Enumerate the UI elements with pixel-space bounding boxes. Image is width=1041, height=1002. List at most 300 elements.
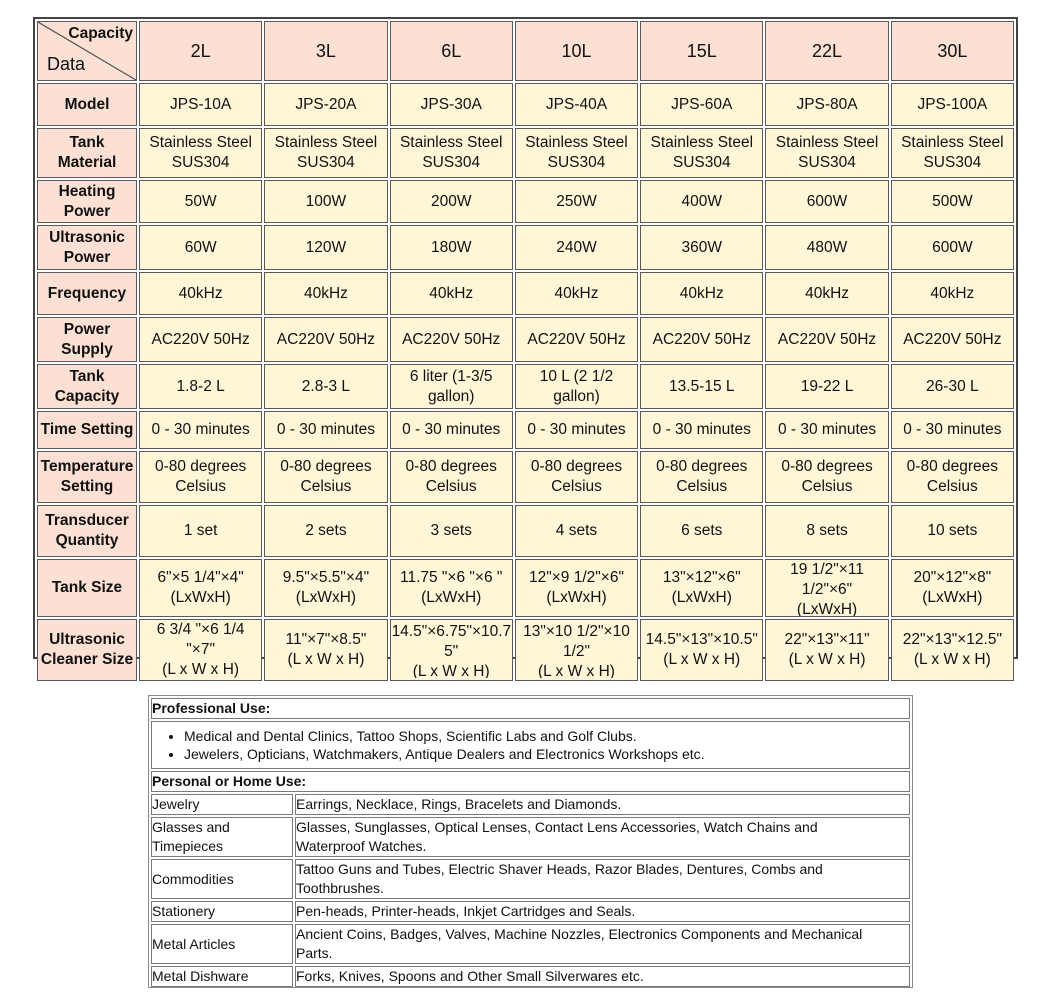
spec-value-line: 1 set bbox=[183, 522, 218, 539]
spec-value-line: AC220V 50Hz bbox=[652, 330, 751, 348]
spec-value bbox=[893, 133, 1012, 173]
spec-value-cell bbox=[139, 128, 262, 178]
spec-row bbox=[37, 451, 1014, 503]
spec-value bbox=[767, 238, 886, 258]
spec-value-line: 13.5-15 L bbox=[669, 377, 735, 395]
spec-value-line: (LxWxH) bbox=[796, 601, 858, 616]
spec-value bbox=[767, 133, 886, 173]
spec-value-cell bbox=[515, 619, 638, 681]
usage-row bbox=[151, 859, 910, 899]
spec-value-line: 40kHz bbox=[429, 284, 474, 302]
spec-value bbox=[893, 192, 1012, 212]
spec-value-cell bbox=[139, 559, 262, 617]
row-label-line: Power bbox=[63, 320, 111, 338]
row-label-line: Ultrasonic bbox=[49, 631, 125, 648]
spec-value-cell bbox=[139, 411, 262, 449]
spec-value-line: Celsius bbox=[676, 478, 728, 495]
spec-value-cell bbox=[765, 451, 888, 503]
spec-value-cell bbox=[640, 180, 763, 223]
spec-value-line: 2.8-3 L bbox=[301, 377, 351, 395]
professional-list-item: • Jewelers, Opticians, Watchmakers, Antique Dealers and Electronics Workshops etc. bbox=[184, 745, 909, 763]
spec-value-line: AC220V 50Hz bbox=[276, 330, 376, 348]
spec-value-line: Stainless Steel bbox=[149, 134, 252, 151]
spec-value-line: (L x W x H) bbox=[788, 651, 866, 668]
usage-items bbox=[295, 901, 910, 922]
spec-value bbox=[642, 192, 761, 212]
usage-items bbox=[295, 817, 910, 857]
spec-value-cell bbox=[515, 83, 638, 126]
spec-value-cell bbox=[515, 411, 638, 449]
row-label-line: Ultrasonic bbox=[49, 228, 125, 246]
spec-value-line: 10 sets bbox=[927, 522, 978, 539]
spec-value-line: 40kHz bbox=[805, 284, 850, 302]
capacity-header: 22L bbox=[765, 21, 888, 81]
spec-value-cell bbox=[640, 364, 763, 409]
spec-value bbox=[392, 95, 511, 115]
spec-value-line: 360W bbox=[681, 238, 723, 256]
spec-value-line: Stainless Steel bbox=[901, 134, 1004, 151]
spec-value-line: AC220V 50Hz bbox=[777, 330, 877, 348]
spec-value bbox=[141, 133, 260, 173]
spec-value bbox=[141, 95, 260, 115]
usage-table bbox=[148, 695, 913, 988]
spec-value bbox=[767, 192, 886, 212]
usage-category bbox=[151, 817, 293, 857]
spec-value-line: SUS304 bbox=[923, 154, 982, 171]
spec-value bbox=[141, 238, 260, 258]
spec-value bbox=[767, 420, 886, 440]
usage-category bbox=[151, 794, 293, 815]
spec-row bbox=[37, 225, 1014, 270]
spec-row bbox=[37, 83, 1014, 126]
spec-value-line: AC220V 50Hz bbox=[151, 330, 250, 348]
spec-value-cell bbox=[765, 505, 888, 557]
spec-value-cell bbox=[891, 505, 1014, 557]
corner-data-label: Data bbox=[47, 54, 86, 74]
spec-value-line: 19-22 L bbox=[800, 377, 854, 395]
personal-heading: Personal or Home Use: bbox=[151, 771, 910, 792]
spec-value bbox=[266, 192, 385, 212]
spec-value bbox=[767, 284, 886, 304]
spec-value-line: 12"×9 1/2"×6" bbox=[529, 569, 624, 586]
usage-category bbox=[151, 966, 293, 987]
spec-value-cell bbox=[765, 180, 888, 223]
spec-value-line: SUS304 bbox=[547, 154, 606, 171]
usage-row bbox=[151, 794, 910, 815]
spec-value-cell bbox=[139, 180, 262, 223]
spec-value-cell bbox=[515, 180, 638, 223]
spec-value-line: 1/2"×6" bbox=[801, 581, 853, 598]
spec-row bbox=[37, 317, 1014, 362]
spec-value-line: AC220V 50Hz bbox=[402, 330, 501, 348]
spec-value bbox=[517, 568, 636, 608]
spec-value-cell bbox=[765, 619, 888, 681]
spec-value-cell bbox=[515, 505, 638, 557]
spec-value-cell bbox=[390, 225, 513, 270]
spec-value-line: 40kHz bbox=[178, 284, 223, 302]
spec-value-cell bbox=[390, 451, 513, 503]
spec-value bbox=[893, 457, 1012, 497]
spec-value-cell bbox=[891, 411, 1014, 449]
spec-value bbox=[266, 284, 385, 304]
spec-value-line: (LxWxH) bbox=[170, 589, 231, 606]
spec-value bbox=[392, 284, 511, 304]
spec-value-cell bbox=[139, 225, 262, 270]
spec-row bbox=[37, 128, 1014, 178]
spec-value bbox=[893, 95, 1012, 115]
spec-value-line: 50W bbox=[184, 192, 217, 210]
spec-value-cell bbox=[264, 505, 387, 557]
spec-value-cell bbox=[264, 619, 387, 681]
spec-value-cell bbox=[515, 364, 638, 409]
spec-value-line: 6 3/4 "×6 1/4 "×7" bbox=[156, 621, 245, 658]
spec-value-line: 11"×7"×8.5" bbox=[285, 631, 367, 648]
spec-value-line: 0 - 30 minutes bbox=[402, 421, 501, 438]
spec-value-line: (L x W x H) bbox=[538, 663, 615, 678]
spec-value-cell bbox=[139, 364, 262, 409]
spec-value-cell bbox=[765, 272, 888, 315]
spec-value bbox=[392, 568, 511, 608]
row-label-line: Temperature bbox=[40, 458, 134, 475]
usage-category-line: Jewelry bbox=[152, 796, 200, 812]
spec-value bbox=[392, 521, 511, 541]
usage-category bbox=[151, 924, 293, 964]
spec-value-line: 22"×13"×11" bbox=[784, 631, 870, 648]
spec-value bbox=[517, 95, 636, 115]
spec-value-line: Celsius bbox=[175, 478, 227, 495]
professional-list-cell bbox=[151, 721, 910, 769]
spec-value-line: 400W bbox=[681, 192, 723, 210]
spec-value-cell bbox=[640, 559, 763, 617]
spec-value-line: 100W bbox=[305, 192, 347, 210]
spec-value-line: 14.5"×13"×10.5" bbox=[645, 631, 758, 648]
row-label-line: Heating bbox=[58, 182, 116, 200]
spec-value bbox=[141, 192, 260, 212]
spec-value-cell bbox=[515, 317, 638, 362]
spec-value bbox=[266, 420, 385, 440]
spec-value bbox=[392, 457, 511, 497]
spec-value bbox=[517, 457, 636, 497]
spec-value-line: (LxWxH) bbox=[421, 589, 482, 606]
spec-value bbox=[642, 133, 761, 173]
spec-value-cell bbox=[640, 272, 763, 315]
spec-value-line: 40kHz bbox=[679, 284, 724, 302]
spec-value-line: 0-80 degrees bbox=[154, 458, 247, 475]
spec-value-cell bbox=[640, 619, 763, 681]
spec-value-cell bbox=[891, 619, 1014, 681]
spec-value-cell bbox=[765, 225, 888, 270]
spec-value-line: AC220V 50Hz bbox=[903, 330, 1002, 348]
spec-value-cell bbox=[765, 83, 888, 126]
spec-value-cell bbox=[264, 83, 387, 126]
spec-row-label bbox=[37, 128, 137, 178]
usage-items-line: Waterproof Watches. bbox=[296, 838, 427, 854]
usage-row bbox=[151, 966, 910, 987]
capacity-header-row bbox=[37, 21, 1014, 81]
spec-value-cell bbox=[139, 451, 262, 503]
spec-value-line: 250W bbox=[556, 192, 597, 210]
spec-value-cell bbox=[891, 559, 1014, 617]
spec-value-cell bbox=[515, 559, 638, 617]
spec-value-cell bbox=[640, 505, 763, 557]
spec-row-label bbox=[37, 180, 137, 223]
spec-value-cell bbox=[891, 317, 1014, 362]
spec-value-line: JPS-40A bbox=[545, 95, 608, 113]
spec-value bbox=[392, 133, 511, 173]
spec-value-line: 5" bbox=[444, 643, 459, 660]
spec-value-line: (LxWxH) bbox=[671, 589, 732, 606]
spec-value-line: (L x W x H) bbox=[412, 663, 490, 678]
spec-value bbox=[517, 330, 636, 350]
spec-value-line: (LxWxH) bbox=[295, 589, 357, 606]
usage-category bbox=[151, 859, 293, 899]
spec-value-line: (LxWxH) bbox=[922, 589, 983, 606]
spec-value bbox=[642, 377, 761, 397]
spec-value-line: Stainless Steel bbox=[650, 134, 754, 151]
spec-row bbox=[37, 411, 1014, 449]
spec-value bbox=[517, 622, 636, 678]
usage-items bbox=[295, 966, 910, 987]
professional-list bbox=[152, 727, 909, 763]
spec-value-line: 3 sets bbox=[430, 522, 472, 539]
row-label-line: Supply bbox=[61, 340, 113, 358]
spec-row-label bbox=[37, 317, 137, 362]
capacity-header: 2L bbox=[139, 21, 262, 81]
spec-value bbox=[893, 420, 1012, 440]
spec-value-line: (LxWxH) bbox=[546, 589, 607, 606]
row-label-line: Model bbox=[64, 95, 110, 113]
spec-value-line: SUS304 bbox=[798, 154, 856, 171]
spec-value-line: Celsius bbox=[551, 478, 602, 495]
spec-value bbox=[266, 568, 385, 608]
usage-row bbox=[151, 901, 910, 922]
spec-value bbox=[392, 622, 511, 678]
spec-value-cell bbox=[390, 272, 513, 315]
spec-value-line: SUS304 bbox=[297, 154, 355, 171]
spec-value-cell bbox=[640, 225, 763, 270]
spec-value-line: JPS-10A bbox=[170, 95, 232, 113]
spec-value-line: 0 - 30 minutes bbox=[652, 421, 751, 438]
spec-value-line: 40kHz bbox=[930, 284, 975, 302]
row-label-line: Capacity bbox=[54, 387, 120, 405]
spec-value-cell bbox=[515, 451, 638, 503]
spec-grid bbox=[35, 19, 1016, 683]
spec-value-cell bbox=[390, 83, 513, 126]
spec-value-line: JPS-60A bbox=[671, 95, 733, 113]
spec-value-line: 200W bbox=[430, 192, 472, 210]
usage-items-line: Parts. bbox=[296, 945, 333, 961]
row-label-line: Cleaner Size bbox=[40, 651, 134, 668]
usage-items-line: Toothbrushes. bbox=[296, 880, 384, 896]
spec-value bbox=[893, 377, 1012, 397]
spec-value-cell bbox=[891, 225, 1014, 270]
spec-value-cell bbox=[264, 180, 387, 223]
usage-category-line: Metal Articles bbox=[152, 935, 236, 952]
spec-value bbox=[392, 420, 511, 440]
spec-value-cell bbox=[390, 559, 513, 617]
spec-value-line: 600W bbox=[806, 192, 848, 210]
spec-value bbox=[642, 521, 761, 541]
spec-value-line: AC220V 50Hz bbox=[527, 330, 626, 348]
spec-value-cell bbox=[264, 559, 387, 617]
spec-value bbox=[517, 133, 636, 173]
corner-capacity-label: Capacity bbox=[68, 25, 133, 42]
usage-items bbox=[295, 924, 910, 964]
spec-row bbox=[37, 272, 1014, 315]
spec-value-line: 0 - 30 minutes bbox=[527, 421, 626, 438]
spec-value-line: 8 sets bbox=[806, 522, 848, 539]
spec-value-line: Stainless Steel bbox=[775, 134, 879, 151]
spec-value-line: 40kHz bbox=[554, 284, 599, 302]
spec-value bbox=[141, 457, 260, 497]
spec-value-cell bbox=[264, 451, 387, 503]
row-label-line: Power bbox=[63, 248, 111, 266]
spec-value-line: 0 - 30 minutes bbox=[276, 421, 376, 438]
spec-value bbox=[767, 457, 886, 497]
spec-value bbox=[893, 630, 1012, 670]
spec-value-cell bbox=[891, 451, 1014, 503]
usage-category-line: Commodities bbox=[152, 870, 234, 887]
spec-value-cell bbox=[765, 411, 888, 449]
spec-value-cell bbox=[640, 451, 763, 503]
usage-items-line: Pen-heads, Printer-heads, Inkjet Cartridges and Seals. bbox=[296, 903, 636, 919]
spec-value-cell bbox=[139, 83, 262, 126]
spec-value-cell bbox=[515, 225, 638, 270]
spec-value bbox=[767, 560, 886, 616]
spec-value-cell bbox=[390, 128, 513, 178]
spec-value-line: 4 sets bbox=[555, 522, 598, 539]
spec-value-cell bbox=[264, 128, 387, 178]
spec-value-cell bbox=[264, 317, 387, 362]
spec-value-line: 40kHz bbox=[303, 284, 348, 302]
spec-value bbox=[642, 457, 761, 497]
spec-row-label bbox=[37, 83, 137, 126]
spec-value-cell bbox=[640, 128, 763, 178]
spec-value bbox=[266, 630, 385, 670]
spec-row-label bbox=[37, 451, 137, 503]
spec-value bbox=[141, 377, 260, 397]
row-label-line: Material bbox=[57, 154, 117, 171]
spec-value-line: Celsius bbox=[300, 478, 352, 495]
capacity-header: 10L bbox=[515, 21, 638, 81]
spec-value-line: 0 - 30 minutes bbox=[151, 421, 250, 438]
spec-value bbox=[141, 620, 260, 680]
spec-value bbox=[392, 238, 511, 258]
spec-value bbox=[266, 521, 385, 541]
spec-value-cell bbox=[139, 619, 262, 681]
capacity-header: 6L bbox=[390, 21, 513, 81]
spec-value-line: 6"×5 1/4"×4" bbox=[157, 569, 244, 586]
spec-value-cell bbox=[640, 83, 763, 126]
row-label-line: Time Setting bbox=[40, 421, 134, 438]
spec-value-cell bbox=[264, 272, 387, 315]
spec-value-line: 10 L (2 1/2 gallon) bbox=[539, 367, 614, 405]
spec-value-line: 6 sets bbox=[681, 522, 723, 539]
spec-value bbox=[642, 95, 761, 115]
usage-items bbox=[295, 859, 910, 899]
spec-row bbox=[37, 364, 1014, 409]
usage-grid bbox=[149, 696, 912, 989]
spec-value bbox=[517, 420, 636, 440]
row-label-line: Tank Size bbox=[51, 579, 123, 596]
spec-value-line: 0 - 30 minutes bbox=[777, 421, 877, 438]
row-label-line: Tank bbox=[69, 134, 105, 151]
spec-value-cell bbox=[891, 180, 1014, 223]
spec-value-cell bbox=[765, 559, 888, 617]
row-label-line: Quantity bbox=[55, 532, 119, 549]
spec-value-line: 6 liter (1-3/5 bbox=[409, 367, 493, 385]
spec-value-cell bbox=[264, 364, 387, 409]
spec-value bbox=[893, 284, 1012, 304]
spec-value-cell bbox=[390, 411, 513, 449]
usage-category-line: Glasses and bbox=[152, 819, 230, 835]
spec-value-cell bbox=[765, 317, 888, 362]
spec-value-line: Stainless Steel bbox=[274, 134, 378, 151]
spec-value bbox=[893, 521, 1012, 541]
spec-value-line: 180W bbox=[430, 238, 472, 256]
spec-value-cell bbox=[390, 505, 513, 557]
spec-value-line: gallon) bbox=[427, 387, 475, 405]
spec-value-line: 240W bbox=[556, 238, 597, 256]
spec-value-line: 0-80 degrees bbox=[906, 458, 999, 475]
spec-value bbox=[517, 521, 636, 541]
usage-items-line: Tattoo Guns and Tubes, Electric Shaver Heads, Razor Blades, Dentures, Combs and bbox=[296, 861, 823, 877]
spec-value-line: Stainless Steel bbox=[525, 134, 628, 151]
spec-row-label bbox=[37, 559, 137, 617]
capacity-header: 3L bbox=[264, 21, 387, 81]
spec-value-line: JPS-100A bbox=[917, 95, 988, 113]
spec-value bbox=[141, 420, 260, 440]
spec-value bbox=[266, 238, 385, 258]
spec-value-line: 26-30 L bbox=[926, 377, 979, 395]
row-label-line: Power bbox=[63, 202, 111, 220]
spec-value bbox=[893, 568, 1012, 608]
spec-value-line: SUS304 bbox=[422, 154, 481, 171]
spec-value-line: 1/2" bbox=[562, 643, 591, 660]
spec-value-line: 500W bbox=[932, 192, 973, 210]
spec-value-line: 600W bbox=[932, 238, 973, 256]
spec-value-line: 20"×12"×8" bbox=[913, 569, 992, 586]
spec-value bbox=[767, 377, 886, 397]
spec-value-line: 9.5"×5.5"×4" bbox=[282, 569, 370, 586]
spec-value-line: 1.8-2 L bbox=[176, 377, 225, 395]
spec-value-cell bbox=[640, 317, 763, 362]
spec-value-line: SUS304 bbox=[171, 154, 230, 171]
spec-row bbox=[37, 180, 1014, 223]
spec-table bbox=[33, 17, 1018, 678]
spec-value-cell bbox=[390, 364, 513, 409]
spec-value-line: 13"×10 1/2"×10 bbox=[523, 623, 630, 640]
spec-value-line: SUS304 bbox=[672, 154, 731, 171]
spec-value-cell bbox=[390, 317, 513, 362]
spec-value-cell bbox=[390, 619, 513, 681]
spec-value bbox=[141, 568, 260, 608]
spec-row bbox=[37, 559, 1014, 617]
spec-value-line: JPS-30A bbox=[420, 95, 482, 113]
spec-value bbox=[266, 133, 385, 173]
spec-value-line: (L x W x H) bbox=[663, 651, 741, 668]
spec-value-line: 0-80 degrees bbox=[781, 458, 873, 475]
spec-value-line: (L x W x H) bbox=[913, 651, 991, 668]
spec-value bbox=[517, 367, 636, 407]
spec-value-cell bbox=[139, 317, 262, 362]
spec-value bbox=[392, 367, 511, 407]
spec-value bbox=[141, 330, 260, 350]
spec-value-cell bbox=[139, 505, 262, 557]
spec-value bbox=[767, 521, 886, 541]
spec-value-line: (L x W x H) bbox=[162, 661, 240, 678]
spec-value bbox=[642, 284, 761, 304]
